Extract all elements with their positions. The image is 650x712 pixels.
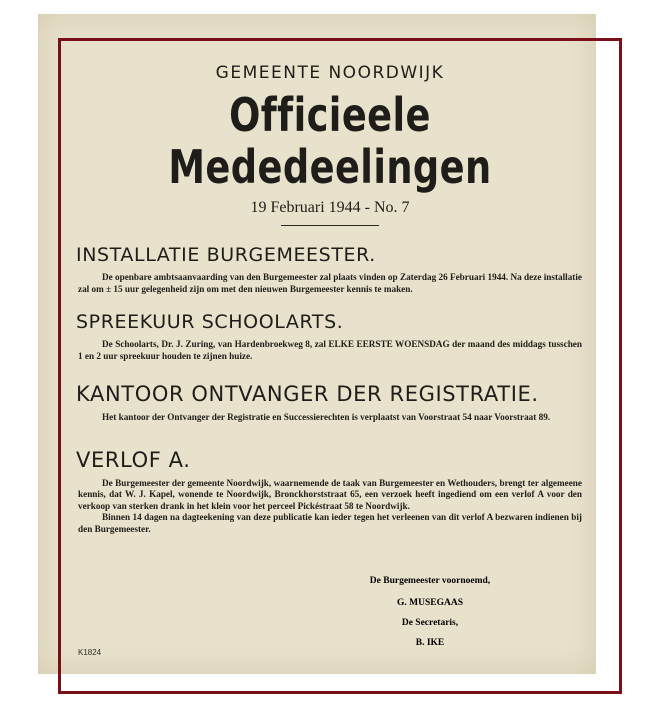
section-installatie bbox=[70, 244, 590, 295]
section-paragraph: De openbare ambtsaanvaarding van den Burgemeester zal plaats vinden op Zaterdag 26 Februari 1944. Na deze installatie zal om ± 15 uur gelegenheid zijn om met den nieuwen Burgemeester kennis te maken. bbox=[78, 272, 582, 294]
signature-mayor-title: De Burgemeester voornoemd, bbox=[369, 576, 491, 586]
section-paragraph: De Schoolarts, Dr. J. Zuring, van Hardenbroekweg 8, zal ELKE EERSTE WOENSDAG der maand des middags tusschen 1 en 2 uur spreekuur houden te zijnen huize. bbox=[78, 339, 582, 361]
section-heading: KANTOOR ONTVANGER DER REGISTRATIE. bbox=[76, 382, 539, 406]
title-divider bbox=[281, 225, 379, 226]
section-paragraph: De Burgemeester der gemeente Noordwijk, waarnemende de taak van Burgemeester en Wethouders, brengt ter algemeene kennis, dat W. J. Kapel, wonende te Noordwijk, Bronckhorststraat 65, een verzoek heeft ingediend om een verlof A voor den verkoop van sterken drank in het klein voor het perceel Pickéstraat 58 te Noordwijk. bbox=[78, 477, 582, 511]
section-paragraph: Binnen 14 dagen na dagteekening van deze publicatie kan ieder tegen het verleenen van dit verlof A bezwaren indienen bij den Burgemeester. bbox=[78, 512, 582, 534]
section-heading: VERLOF A. bbox=[76, 447, 191, 472]
poster-title: Officieele Mededeelingen bbox=[168, 88, 492, 194]
section-kantoor bbox=[70, 382, 590, 424]
poster-content bbox=[70, 55, 590, 535]
issue-date: 19 Februari 1944 - No. 7 bbox=[250, 199, 410, 216]
section-heading: INSTALLATIE BURGEMEESTER. bbox=[76, 244, 376, 266]
section-spreekuur bbox=[70, 311, 590, 362]
section-paragraph: Het kantoor der Ontvanger der Registratie en Successierechten is verplaatst van Voorstraat 54 naar Voorstraat 89. bbox=[102, 412, 551, 422]
section-verlof bbox=[70, 448, 590, 536]
signature-mayor-name: G. MUSEGAAS bbox=[397, 598, 463, 608]
signature-secretary-title: De Secretaris, bbox=[401, 618, 459, 628]
print-code: K1824 bbox=[78, 648, 102, 657]
signature-secretary-name: B. IKE bbox=[415, 638, 445, 648]
section-heading: SPREEKUUR SCHOOLARTS. bbox=[76, 311, 344, 333]
municipality-name: GEMEENTE NOORDWIJK bbox=[215, 63, 445, 83]
